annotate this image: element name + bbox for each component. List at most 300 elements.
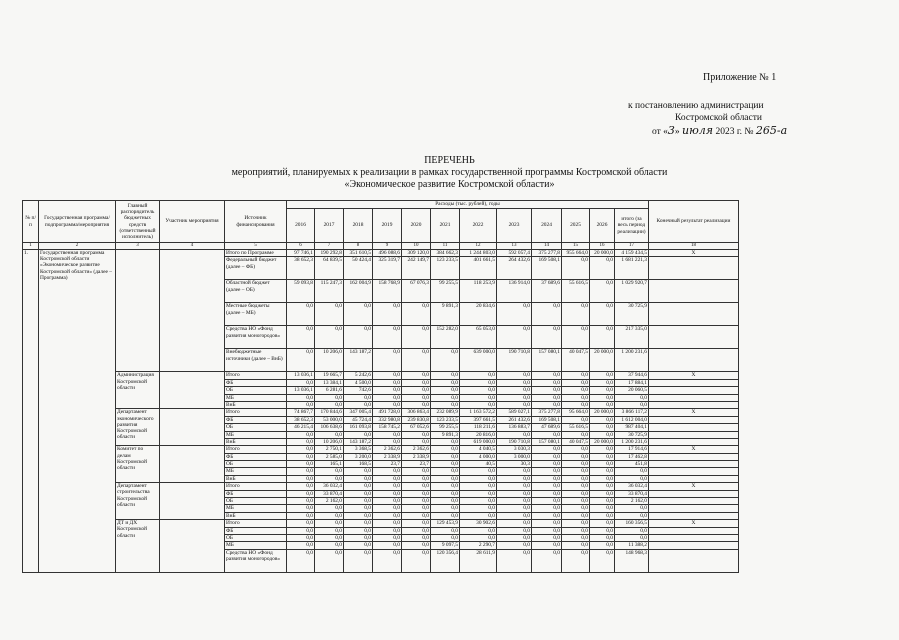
- year-value-cell: 0,0: [590, 461, 615, 468]
- year-value-cell: 157 080,1: [532, 438, 562, 445]
- year-value-cell: 0,0: [344, 549, 373, 572]
- result-cell: [649, 349, 739, 372]
- year-value-cell: 589 027,1: [497, 409, 532, 416]
- year-value-cell: 0,0: [532, 512, 562, 519]
- source-cell: МБ: [225, 505, 287, 512]
- year-value-cell: 0,0: [532, 534, 562, 541]
- year-value-cell: 13 036,1: [287, 387, 315, 394]
- year-value-cell: 65 053,0: [460, 326, 497, 349]
- year-value-cell: 0,0: [431, 394, 460, 401]
- header-year: 2026: [590, 209, 615, 243]
- year-value-cell: 0,0: [562, 372, 590, 379]
- year-value-cell: 0,0: [590, 453, 615, 460]
- year-value-cell: 0,0: [532, 498, 562, 505]
- column-number: 12: [460, 243, 497, 250]
- year-value-cell: 0,0: [431, 401, 460, 408]
- decree-day: 3: [667, 124, 675, 137]
- year-value-cell: 20 000,0: [590, 409, 615, 416]
- year-value-cell: 0,0: [497, 372, 532, 379]
- year-value-cell: 0,0: [532, 387, 562, 394]
- year-value-cell: 0,0: [497, 475, 532, 482]
- year-value-cell: 37 689,6: [532, 280, 562, 303]
- year-value-cell: 0,0: [402, 542, 431, 549]
- year-value-cell: 0,0: [497, 542, 532, 549]
- year-value-cell: 0,0: [373, 349, 402, 372]
- year-value-cell: 0,0: [373, 512, 402, 519]
- result-cell: X: [649, 409, 739, 416]
- year-value-cell: 0,0: [373, 498, 402, 505]
- year-value-cell: 0,0: [315, 549, 344, 572]
- year-value-cell: 0,0: [315, 468, 344, 475]
- year-value-cell: 9 097,5: [431, 542, 460, 549]
- year-value-cell: 0,0: [287, 542, 315, 549]
- year-value-cell: 2 338,9: [373, 453, 402, 460]
- year-value-cell: 0,0: [431, 461, 460, 468]
- year-value-cell: 0,0: [373, 534, 402, 541]
- year-value-cell: 5 242,6: [344, 372, 373, 379]
- year-value-cell: 30 902,6: [460, 520, 497, 527]
- year-value-cell: 0,0: [562, 505, 590, 512]
- column-number: 11: [431, 243, 460, 250]
- year-value-cell: 0,0: [373, 438, 402, 445]
- table-row: [23, 372, 739, 379]
- total-value-cell: 17 914,6: [615, 446, 649, 453]
- table-row: [23, 250, 739, 257]
- year-value-cell: 170 844,6: [315, 409, 344, 416]
- year-value-cell: 955 664,0: [562, 250, 590, 257]
- source-cell: ВнБ: [225, 401, 287, 408]
- year-value-cell: 0,0: [402, 326, 431, 349]
- year-value-cell: 0,0: [315, 431, 344, 438]
- year-value-cell: 0,0: [532, 303, 562, 326]
- year-value-cell: 0,0: [497, 326, 532, 349]
- year-value-cell: 0,0: [532, 446, 562, 453]
- year-value-cell: 0,0: [590, 280, 615, 303]
- year-value-cell: 0,0: [460, 505, 497, 512]
- year-value-cell: 0,0: [590, 303, 615, 326]
- year-value-cell: 0,0: [373, 468, 402, 475]
- source-cell: Средства НО «Фонд развития моногородов»: [225, 326, 287, 349]
- result-cell: [649, 490, 739, 497]
- decree-month: июля: [682, 124, 714, 137]
- total-value-cell: 33 870,4: [615, 490, 649, 497]
- year-value-cell: 0,0: [562, 387, 590, 394]
- participant-cell: [160, 372, 225, 409]
- year-value-cell: 0,0: [590, 431, 615, 438]
- year-value-cell: 0,0: [287, 401, 315, 408]
- year-value-cell: 0,0: [590, 549, 615, 572]
- year-value-cell: 232 089,9: [431, 409, 460, 416]
- document-title: [0, 155, 899, 191]
- source-cell: Областной бюджет (далее – ОБ): [225, 280, 287, 303]
- year-value-cell: 0,0: [590, 468, 615, 475]
- year-value-cell: 0,0: [532, 453, 562, 460]
- year-value-cell: 0,0: [497, 505, 532, 512]
- year-value-cell: 0,0: [373, 387, 402, 394]
- year-value-cell: 0,0: [287, 498, 315, 505]
- year-value-cell: 619 000,0: [460, 438, 497, 445]
- year-value-cell: 0,0: [532, 379, 562, 386]
- source-cell: Итого: [225, 446, 287, 453]
- year-value-cell: 0,0: [431, 512, 460, 519]
- source-cell: МБ: [225, 431, 287, 438]
- year-value-cell: 0,0: [402, 490, 431, 497]
- year-value-cell: 1 244 803,0: [460, 250, 497, 257]
- year-value-cell: 0,0: [590, 387, 615, 394]
- year-value-cell: 0,0: [373, 483, 402, 490]
- year-value-cell: 55 616,5: [562, 424, 590, 431]
- year-value-cell: 0,0: [460, 387, 497, 394]
- result-cell: [649, 461, 739, 468]
- year-value-cell: 0,0: [344, 498, 373, 505]
- year-value-cell: 0,0: [431, 372, 460, 379]
- year-value-cell: 136 914,0: [497, 280, 532, 303]
- year-value-cell: 0,0: [532, 461, 562, 468]
- year-value-cell: 28 611,9: [460, 549, 497, 572]
- year-value-cell: 0,0: [373, 326, 402, 349]
- result-cell: [649, 453, 739, 460]
- year-value-cell: 0,0: [344, 512, 373, 519]
- year-value-cell: 0,0: [590, 379, 615, 386]
- year-value-cell: 2 362,6: [402, 446, 431, 453]
- year-value-cell: 53 000,0: [315, 416, 344, 423]
- header-year: 2020: [402, 209, 431, 243]
- year-value-cell: 0,0: [532, 468, 562, 475]
- year-value-cell: 332 980,8: [373, 416, 402, 423]
- year-value-cell: 242 149,7: [402, 257, 431, 280]
- total-value-cell: 987 404,1: [615, 424, 649, 431]
- total-value-cell: 0,0: [615, 527, 649, 534]
- result-cell: [649, 512, 739, 519]
- header-year: 2019: [373, 209, 402, 243]
- year-value-cell: 0,0: [460, 379, 497, 386]
- year-value-cell: 639 000,0: [460, 349, 497, 372]
- year-value-cell: 0,0: [287, 438, 315, 445]
- year-value-cell: 401 661,5: [460, 257, 497, 280]
- year-value-cell: 0,0: [431, 438, 460, 445]
- header-admin: Главный распорядитель бюджетных средств (ответственный исполнитель): [116, 201, 160, 243]
- year-value-cell: 0,0: [315, 534, 344, 541]
- total-value-cell: 20 060,5: [615, 387, 649, 394]
- year-value-cell: 384 662,3: [431, 250, 460, 257]
- year-value-cell: 143 187,2: [344, 438, 373, 445]
- year-value-cell: 0,0: [315, 394, 344, 401]
- year-value-cell: 0,0: [431, 483, 460, 490]
- year-value-cell: 0,0: [402, 431, 431, 438]
- year-value-cell: 0,0: [431, 446, 460, 453]
- year-value-cell: 47 689,6: [532, 424, 562, 431]
- source-cell: ФБ: [225, 379, 287, 386]
- year-value-cell: 118 253,9: [460, 280, 497, 303]
- year-value-cell: 158 768,9: [373, 280, 402, 303]
- year-value-cell: 59 093,8: [287, 280, 315, 303]
- total-value-cell: 1 200 231,6: [615, 438, 649, 445]
- year-value-cell: 0,0: [402, 379, 431, 386]
- year-value-cell: 0,0: [431, 387, 460, 394]
- total-value-cell: 451,8: [615, 461, 649, 468]
- total-value-cell: 30 725,9: [615, 431, 649, 438]
- year-value-cell: 9 891,3: [431, 431, 460, 438]
- admin-cell: Департамент экономического развития Костромской области: [116, 409, 160, 446]
- year-value-cell: 0,0: [287, 475, 315, 482]
- year-value-cell: 0,0: [590, 520, 615, 527]
- year-value-cell: 0,0: [497, 512, 532, 519]
- source-cell: Местные бюджеты (далее – МБ): [225, 303, 287, 326]
- year-value-cell: 0,0: [562, 461, 590, 468]
- year-value-cell: 0,0: [497, 387, 532, 394]
- total-value-cell: 160 356,5: [615, 520, 649, 527]
- source-cell: ВнБ: [225, 438, 287, 445]
- year-value-cell: 0,0: [562, 542, 590, 549]
- year-value-cell: 0,0: [431, 453, 460, 460]
- result-cell: [649, 542, 739, 549]
- year-value-cell: 67 076,3: [402, 280, 431, 303]
- year-value-cell: 0,0: [497, 490, 532, 497]
- total-value-cell: 37 944,6: [615, 372, 649, 379]
- source-cell: МБ: [225, 394, 287, 401]
- year-value-cell: 0,0: [562, 475, 590, 482]
- column-number: 5: [225, 243, 287, 250]
- year-value-cell: 74 867,7: [287, 409, 315, 416]
- participant-cell: [160, 250, 225, 372]
- year-value-cell: 0,0: [562, 257, 590, 280]
- header-year: 2025: [562, 209, 590, 243]
- year-value-cell: 9 891,3: [431, 303, 460, 326]
- year-value-cell: 0,0: [402, 468, 431, 475]
- year-value-cell: 0,0: [532, 527, 562, 534]
- result-cell: X: [649, 250, 739, 257]
- decree-line-2: Костромской области: [675, 113, 762, 123]
- year-value-cell: 0,0: [287, 461, 315, 468]
- year-value-cell: 0,0: [460, 401, 497, 408]
- year-value-cell: 0,0: [562, 498, 590, 505]
- year-value-cell: 0,0: [344, 520, 373, 527]
- activities-table: [22, 200, 739, 573]
- total-value-cell: 36 032,4: [615, 483, 649, 490]
- year-value-cell: 264 432,6: [497, 257, 532, 280]
- column-number: 1: [23, 243, 39, 250]
- title-line-3: «Экономическое развитие Костромской области»: [344, 179, 555, 190]
- header-participants: Участник мероприятия: [160, 201, 225, 243]
- year-value-cell: 3 368,5: [344, 446, 373, 453]
- year-value-cell: 0,0: [460, 394, 497, 401]
- year-value-cell: 0,0: [497, 527, 532, 534]
- decree-line-1: к постановлению администрации: [628, 101, 764, 111]
- year-value-cell: 0,0: [402, 372, 431, 379]
- year-value-cell: 0,0: [402, 534, 431, 541]
- year-value-cell: 0,0: [402, 527, 431, 534]
- year-value-cell: 0,0: [431, 527, 460, 534]
- year-value-cell: 0,0: [590, 527, 615, 534]
- year-value-cell: 0,0: [287, 326, 315, 349]
- year-value-cell: 99 255,5: [431, 280, 460, 303]
- result-cell: X: [649, 520, 739, 527]
- result-cell: [649, 424, 739, 431]
- year-value-cell: 0,0: [287, 431, 315, 438]
- year-value-cell: 0,0: [344, 326, 373, 349]
- year-value-cell: 491 728,0: [373, 409, 402, 416]
- year-value-cell: 0,0: [287, 303, 315, 326]
- year-value-cell: 0,0: [562, 534, 590, 541]
- year-value-cell: 0,0: [590, 326, 615, 349]
- year-value-cell: 0,0: [287, 520, 315, 527]
- year-value-cell: 0,0: [344, 468, 373, 475]
- year-value-cell: 23,7: [402, 461, 431, 468]
- year-value-cell: 0,0: [497, 534, 532, 541]
- year-value-cell: 10 206,0: [315, 349, 344, 372]
- participant-cell: [160, 409, 225, 446]
- header-sources: Источник финансирования: [225, 201, 287, 243]
- year-value-cell: 0,0: [315, 542, 344, 549]
- year-value-cell: 0,0: [431, 379, 460, 386]
- year-value-cell: 4 500,0: [344, 379, 373, 386]
- column-number: 17: [615, 243, 649, 250]
- year-value-cell: 38 652,3: [287, 416, 315, 423]
- year-value-cell: 0,0: [590, 512, 615, 519]
- year-value-cell: 0,0: [315, 520, 344, 527]
- year-value-cell: 55 616,5: [562, 280, 590, 303]
- year-value-cell: 2 585,0: [315, 453, 344, 460]
- total-value-cell: 17 884,1: [615, 379, 649, 386]
- year-value-cell: 0,0: [460, 483, 497, 490]
- result-cell: [649, 431, 739, 438]
- column-number: 14: [532, 243, 562, 250]
- result-cell: [649, 394, 739, 401]
- year-value-cell: 0,0: [402, 498, 431, 505]
- year-value-cell: 33 870,4: [315, 490, 344, 497]
- year-value-cell: 4 000,0: [460, 453, 497, 460]
- source-cell: ОБ: [225, 534, 287, 541]
- year-value-cell: 351 610,5: [344, 250, 373, 257]
- year-value-cell: 0,0: [532, 372, 562, 379]
- year-value-cell: 0,0: [287, 453, 315, 460]
- year-value-cell: 309 120,0: [402, 250, 431, 257]
- year-value-cell: 0,0: [562, 549, 590, 572]
- year-value-cell: 0,0: [590, 498, 615, 505]
- participant-cell: [160, 446, 225, 483]
- year-value-cell: 30,3: [497, 461, 532, 468]
- year-value-cell: 0,0: [344, 431, 373, 438]
- column-number: 6: [287, 243, 315, 250]
- year-value-cell: 0,0: [497, 303, 532, 326]
- year-value-cell: 0,0: [344, 505, 373, 512]
- year-value-cell: 0,0: [532, 431, 562, 438]
- year-value-cell: 0,0: [590, 424, 615, 431]
- year-value-cell: 190 710,8: [497, 438, 532, 445]
- year-value-cell: 162 004,9: [344, 280, 373, 303]
- year-value-cell: 169 508,1: [532, 257, 562, 280]
- year-value-cell: 0,0: [431, 468, 460, 475]
- total-value-cell: 0,0: [615, 534, 649, 541]
- year-value-cell: 0,0: [562, 453, 590, 460]
- column-number: 7: [315, 243, 344, 250]
- year-value-cell: 0,0: [402, 401, 431, 408]
- result-cell: [649, 387, 739, 394]
- year-value-cell: 0,0: [287, 446, 315, 453]
- year-value-cell: 0,0: [590, 475, 615, 482]
- result-cell: [649, 475, 739, 482]
- result-cell: [649, 416, 739, 423]
- year-value-cell: 0,0: [287, 468, 315, 475]
- total-value-cell: 0,0: [615, 505, 649, 512]
- year-value-cell: 325 319,7: [373, 257, 402, 280]
- year-value-cell: 0,0: [532, 542, 562, 549]
- year-value-cell: 0,0: [590, 483, 615, 490]
- year-value-cell: 0,0: [287, 349, 315, 372]
- total-value-cell: 1 200 231,6: [615, 349, 649, 372]
- year-value-cell: 0,0: [344, 490, 373, 497]
- year-value-cell: 0,0: [590, 446, 615, 453]
- source-cell: Итого по Программе: [225, 250, 287, 257]
- year-value-cell: 0,0: [373, 401, 402, 408]
- year-value-cell: 261 432,6: [497, 416, 532, 423]
- year-value-cell: 6 281,6: [315, 387, 344, 394]
- year-value-cell: 375 277,8: [532, 250, 562, 257]
- year-value-cell: 97 746,1: [287, 250, 315, 257]
- year-value-cell: 115 247,3: [315, 280, 344, 303]
- year-value-cell: 99 255,5: [431, 424, 460, 431]
- year-value-cell: 0,0: [562, 303, 590, 326]
- year-value-cell: 0,0: [497, 431, 532, 438]
- year-value-cell: 592 057,4: [497, 250, 532, 257]
- year-value-cell: 0,0: [562, 431, 590, 438]
- year-value-cell: 0,0: [315, 512, 344, 519]
- year-value-cell: 0,0: [431, 498, 460, 505]
- year-value-cell: 0,0: [402, 438, 431, 445]
- year-value-cell: 0,0: [590, 534, 615, 541]
- column-number: 15: [562, 243, 590, 250]
- result-cell: [649, 303, 739, 326]
- source-cell: Внебюджетные источники (далее – ВнБ): [225, 349, 287, 372]
- year-value-cell: 306 863,4: [402, 409, 431, 416]
- year-value-cell: 0,0: [373, 379, 402, 386]
- year-value-cell: 0,0: [497, 379, 532, 386]
- source-cell: ОБ: [225, 461, 287, 468]
- year-value-cell: 0,0: [460, 534, 497, 541]
- year-value-cell: 0,0: [373, 505, 402, 512]
- year-value-cell: 190 710,8: [497, 349, 532, 372]
- result-cell: [649, 438, 739, 445]
- column-number: 13: [497, 243, 532, 250]
- total-value-cell: 1 029 920,7: [615, 280, 649, 303]
- year-value-cell: 67 052,6: [402, 424, 431, 431]
- year-value-cell: 0,0: [460, 475, 497, 482]
- year-value-cell: 0,0: [373, 303, 402, 326]
- year-value-cell: 4 040,5: [460, 446, 497, 453]
- decree-date-line: [652, 125, 787, 138]
- year-value-cell: 0,0: [562, 446, 590, 453]
- year-value-cell: 0,0: [532, 505, 562, 512]
- year-value-cell: 0,0: [315, 527, 344, 534]
- header-program: Государственная программа/подпрограмма/мероприятия: [39, 201, 116, 243]
- table-row: [23, 520, 739, 527]
- total-value-cell: 217 335,0: [615, 326, 649, 349]
- year-value-cell: 0,0: [497, 394, 532, 401]
- year-value-cell: 0,0: [562, 483, 590, 490]
- year-value-cell: 20 000,0: [590, 250, 615, 257]
- year-value-cell: 0,0: [562, 490, 590, 497]
- year-value-cell: 0,0: [287, 534, 315, 541]
- year-value-cell: 0,0: [532, 483, 562, 490]
- year-value-cell: 0,0: [373, 549, 402, 572]
- total-value-cell: 11 388,2: [615, 542, 649, 549]
- program-name: Государственная программа Костромской области «Экономическое развитие Костромской области» (далее – Программа): [39, 250, 116, 573]
- result-cell: [649, 379, 739, 386]
- year-value-cell: 106 638,6: [315, 424, 344, 431]
- year-value-cell: 0,0: [402, 394, 431, 401]
- column-number: 3: [116, 243, 160, 250]
- total-value-cell: 1 612 004,0: [615, 416, 649, 423]
